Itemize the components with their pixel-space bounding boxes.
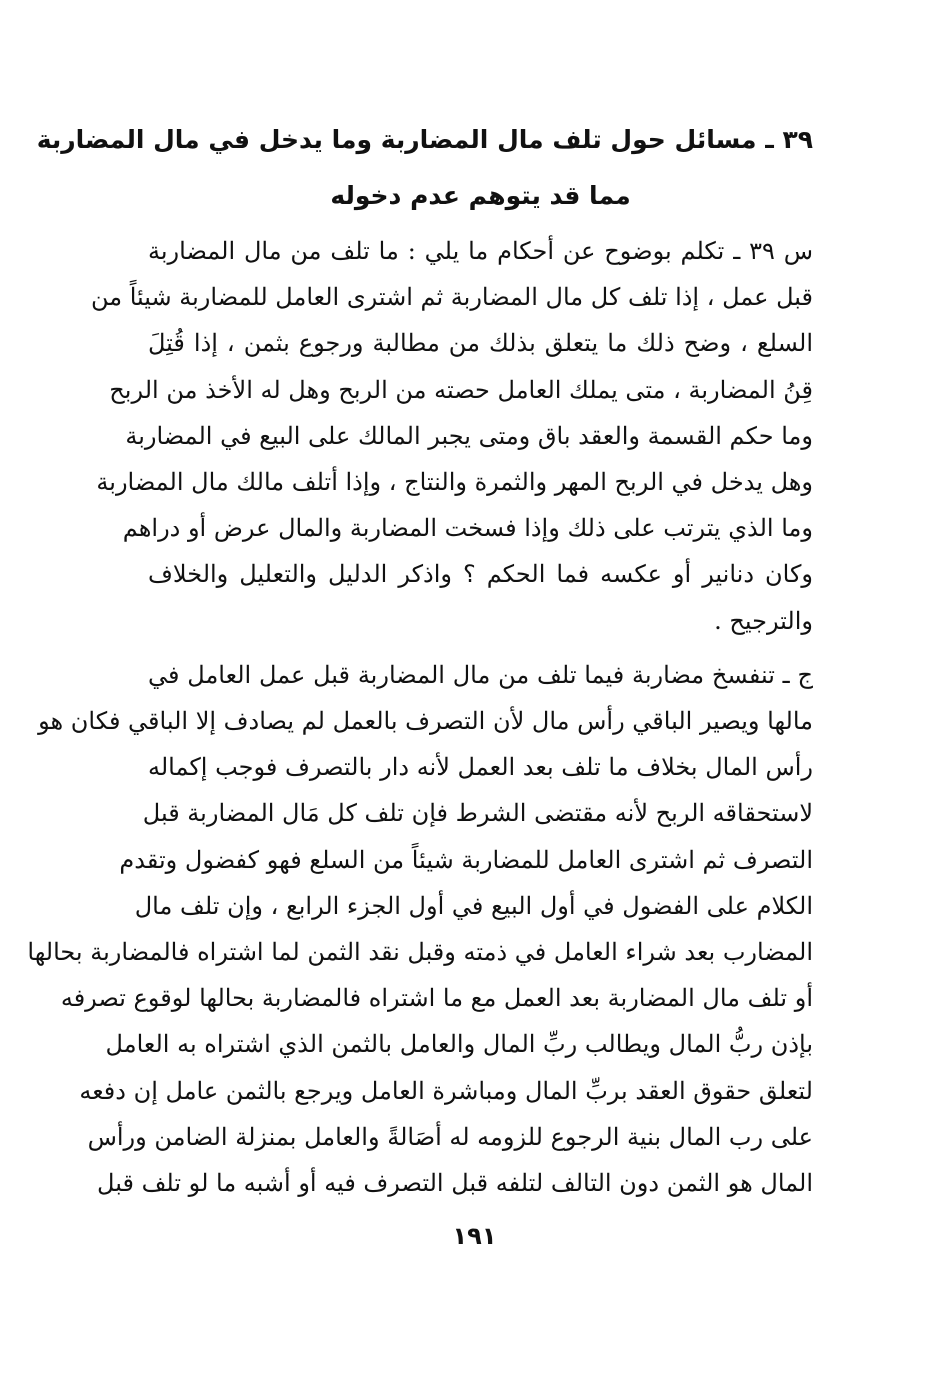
question-line: وما حكم القسمة والعقد باق ومتى يجبر المالك على البيع في المضاربة xyxy=(125,421,813,450)
answer-line: ج ـ تنفسخ مضاربة فيما تلف من مال المضاربة قبل عمل العامل في xyxy=(148,660,813,689)
question-line: وكان دنانير أو عكسه فما الحكم ؟ واذكر الدليل والتعليل والخلاف xyxy=(148,560,813,589)
question-line: قِنُ المضاربة ، متى يملك العامل حصته من الربح وهل له الأخذ من الربح xyxy=(109,375,813,404)
answer-line: المضارب بعد شراء العامل في ذمته وقبل نقد الثمن لما اشتراه فالمضاربة بحالها xyxy=(27,938,813,967)
answer-line: مالها ويصير الباقي رأس مال لأن التصرف بالعمل لم يصادف إلا الباقي فكان هو xyxy=(38,707,813,736)
answer-line: لتعلق حقوق العقد بربِّ المال ومباشرة العامل ويرجع بالثمن عامل إن دفعه xyxy=(79,1076,813,1105)
page-number: ١٩١ xyxy=(452,1222,497,1250)
document-page xyxy=(27,112,813,1206)
question-line: قبل عمل ، إذا تلف كل مال المضاربة ثم اشترى العامل للمضاربة شيئاً من xyxy=(90,283,813,312)
question-line: وما الذي يترتب على ذلك وإذا فسخت المضاربة والمال عرض أو دراهم xyxy=(122,514,813,543)
answer-line: رأس المال بخلاف ما تلف بعد العمل لأنه دار بالتصرف فوجب إكماله xyxy=(148,753,813,782)
answer-line: لاستحقاقه الربح لأنه مقتضى الشرط فإن تلف كل مَال المضاربة قبل xyxy=(142,799,813,828)
section-heading xyxy=(36,112,813,224)
question-line: س ٣٩ ـ تكلم بوضوح عن أحكام ما يلي : ما تلف من مال المضاربة xyxy=(148,237,813,265)
heading-line-2: مما قد يتوهم عدم دخوله xyxy=(330,181,631,210)
heading-line-1: ٣٩ ـ مسائل حول تلف مال المضاربة وما يدخل في مال المضاربة xyxy=(36,125,813,154)
answer-line: المال هو الثمن دون التالف لتلفه قبل التصرف فيه أو أشبه ما لو تلف قبل xyxy=(97,1169,813,1198)
answer-line: أو تلف مال المضاربة بعد العمل مع ما اشتراه فالمضاربة بحالها لوقوع تصرفه xyxy=(60,984,813,1013)
question-line: السلع ، وضح ذلك ما يتعلق بذلك من مطالبة ورجوع بثمن ، إذا قُتِلَ xyxy=(148,329,813,358)
answer-line: الكلام على الفضول في أول البيع في أول الجزء الرابع ، وإن تلف مال xyxy=(134,891,813,920)
answer-line: التصرف ثم اشترى العامل للمضاربة شيئاً من السلع فهو كفضول وتقدم xyxy=(119,845,813,874)
question-line: والترجيح . xyxy=(714,606,813,635)
question-paragraph xyxy=(90,228,813,644)
answer-paragraph xyxy=(27,652,813,1206)
question-line: وهل يدخل في الربح المهر والثمرة والنتاج ، وإذا أتلف مالك مال المضاربة xyxy=(96,468,813,497)
answer-line: بإذن ربُّ المال ويطالب ربِّ المال والعامل بالثمن الذي اشتراه به العامل xyxy=(105,1030,813,1059)
answer-line: على رب المال بنية الرجوع للزومه له أصَالةً والعامل بمنزلة الضامن ورأس xyxy=(87,1122,813,1151)
